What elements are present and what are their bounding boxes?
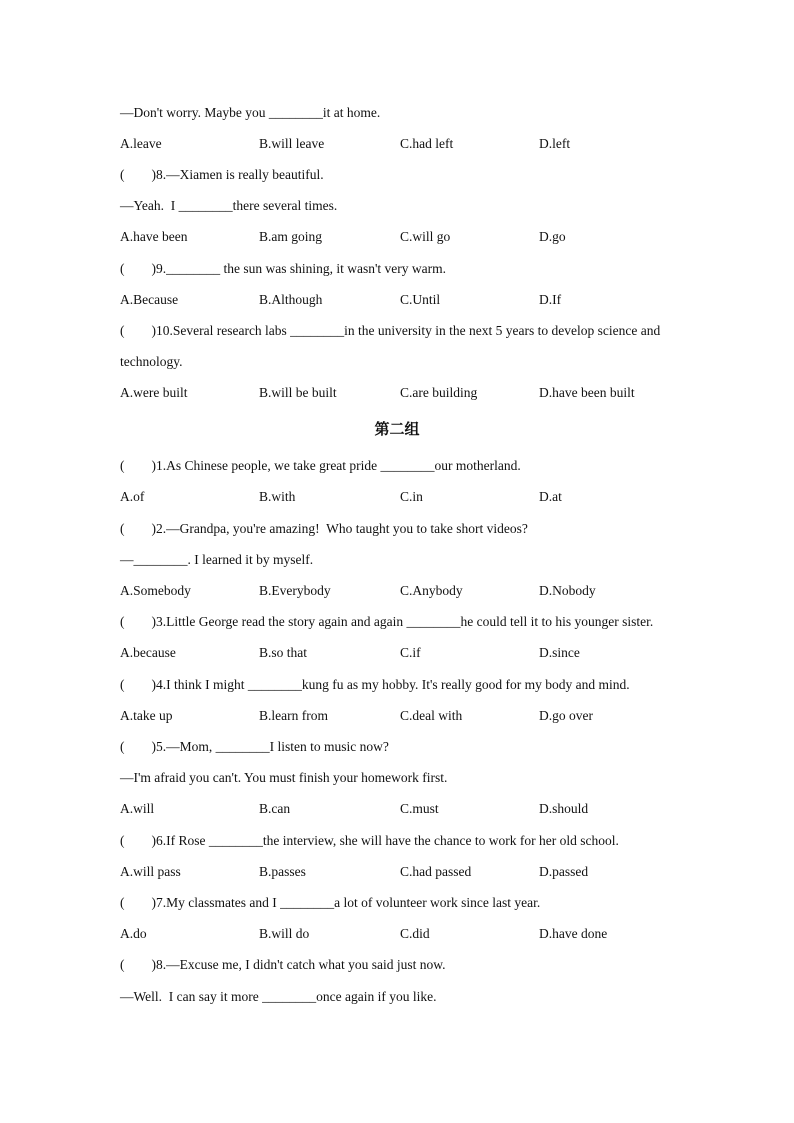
option-d: D.If	[539, 292, 562, 307]
question-10-options	[120, 384, 680, 402]
option-d: D.have done	[539, 926, 608, 941]
question-10-stem-continued: technology.	[120, 354, 183, 369]
option-c: C.did	[400, 926, 430, 941]
question-7-options	[120, 925, 680, 943]
option-b: B.will do	[259, 926, 310, 941]
option-d: D.go over	[539, 708, 593, 723]
option-c: C.are building	[400, 385, 478, 400]
option-c: C.if	[400, 645, 421, 660]
question-1-options	[120, 488, 680, 506]
option-c: C.must	[400, 801, 439, 816]
question-5-stem: ( )5.—Mom, ________I listen to music now?	[120, 739, 389, 754]
option-a: A.take up	[120, 708, 173, 723]
option-c: C.deal with	[400, 708, 463, 723]
option-a: A.Somebody	[120, 583, 191, 598]
option-b: B.will leave	[259, 136, 325, 151]
option-c: C.Until	[400, 292, 441, 307]
question-9-stem: ( )9.________ the sun was shining, it wasn't very warm.	[120, 261, 447, 276]
question-8-stem: ( )8.—Excuse me, I didn't catch what you said just now.	[120, 957, 446, 972]
option-d: D.have been built	[539, 385, 635, 400]
option-a: A.have been	[120, 229, 188, 244]
option-c: C.will go	[400, 229, 451, 244]
option-b: B.am going	[259, 229, 322, 244]
question-4-stem: ( )4.I think I might ________kung fu as my hobby. It's really good for my body and mind.	[120, 677, 630, 692]
section-heading: 第二组	[374, 420, 420, 438]
question-7-reply: —Don't worry. Maybe you ________it at home.	[120, 105, 381, 120]
option-b: B.Everybody	[259, 583, 331, 598]
option-c: C.had passed	[400, 864, 472, 879]
question-3-options	[120, 644, 680, 662]
option-c: C.had left	[400, 136, 454, 151]
question-8-stem: ( )8.—Xiamen is really beautiful.	[120, 167, 324, 182]
question-6-options	[120, 863, 680, 881]
option-d: D.left	[539, 136, 571, 151]
question-2-stem: ( )2.—Grandpa, you're amazing! Who taught you to take short videos?	[120, 521, 528, 536]
option-d: D.at	[539, 489, 562, 504]
option-c: C.Anybody	[400, 583, 463, 598]
option-a: A.because	[120, 645, 176, 660]
question-2-options	[120, 582, 680, 600]
question-10-stem: ( )10.Several research labs ________in the university in the next 5 years to develop science and	[120, 323, 661, 338]
option-d: D.passed	[539, 864, 589, 879]
question-8-options	[120, 228, 680, 246]
option-b: B.will be built	[259, 385, 337, 400]
option-b: B.with	[259, 489, 296, 504]
question-4-options	[120, 707, 680, 725]
question-7-stem: ( )7.My classmates and I ________a lot of volunteer work since last year.	[120, 895, 541, 910]
option-b: B.passes	[259, 864, 306, 879]
option-b: B.learn from	[259, 708, 328, 723]
question-5-reply: —I'm afraid you can't. You must finish your homework first.	[120, 770, 448, 785]
option-c: C.in	[400, 489, 423, 504]
question-2-reply: —________. I learned it by myself.	[120, 552, 314, 567]
option-a: A.of	[120, 489, 145, 504]
question-3-stem: ( )3.Little George read the story again and again ________he could tell it to his younger sister.	[120, 614, 654, 629]
question-8-reply: —Well. I can say it more ________once again if you like.	[120, 989, 437, 1004]
option-b: B.can	[259, 801, 291, 816]
option-a: A.will pass	[120, 864, 181, 879]
question-8-reply: —Yeah. I ________there several times.	[120, 198, 338, 213]
option-a: A.Because	[120, 292, 179, 307]
question-6-stem: ( )6.If Rose ________the interview, she will have the chance to work for her old school.	[120, 833, 619, 848]
option-a: A.will	[120, 801, 155, 816]
option-a: A.do	[120, 926, 147, 941]
question-1-stem: ( )1.As Chinese people, we take great pride ________our motherland.	[120, 458, 521, 473]
option-b: B.so that	[259, 645, 308, 660]
question-5-options	[120, 800, 680, 818]
option-a: A.were built	[120, 385, 188, 400]
option-d: D.should	[539, 801, 589, 816]
question-7-options	[120, 135, 680, 153]
question-9-options	[120, 291, 680, 309]
option-d: D.go	[539, 229, 566, 244]
option-d: D.Nobody	[539, 583, 596, 598]
option-b: B.Although	[259, 292, 323, 307]
option-a: A.leave	[120, 136, 162, 151]
option-d: D.since	[539, 645, 580, 660]
